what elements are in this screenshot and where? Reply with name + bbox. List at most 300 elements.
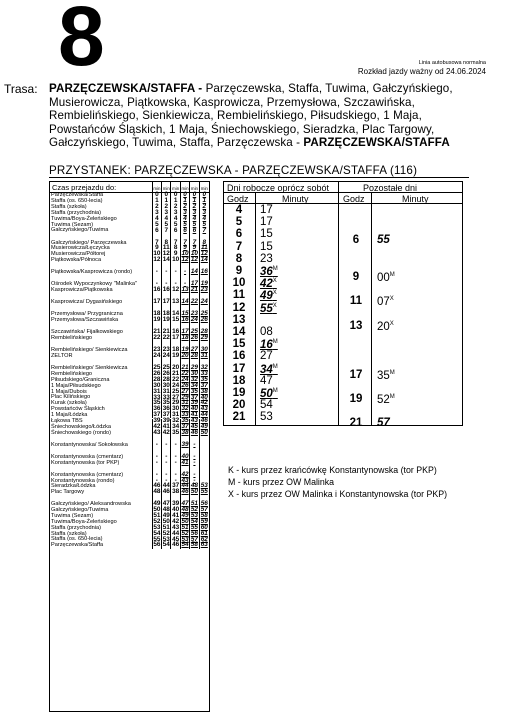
stop-name: Szczawińska/ Fijałkowskiego	[50, 324, 153, 336]
travel-time-cell: 6	[153, 228, 162, 234]
travel-time-cell: 22	[190, 294, 199, 306]
travel-time-cell: 7	[202, 226, 207, 234]
departure-minute	[260, 400, 273, 412]
travel-time-cell: 20	[171, 360, 180, 372]
table-row	[50, 264, 209, 276]
min-label: min	[171, 182, 180, 192]
travel-time-cell: 43	[181, 476, 189, 484]
travel-time-cell: 12	[190, 256, 198, 264]
travel-time-cell: -	[171, 436, 180, 448]
travel-time-cell: 27	[181, 387, 189, 395]
travel-time-cell: 21	[162, 324, 171, 336]
travel-time-cell: 0	[202, 191, 207, 199]
departure-hour: 6	[235, 228, 243, 241]
minutes-label: Minuty	[402, 194, 429, 204]
minutes-label: Minuty	[282, 194, 309, 204]
minute-value: 47	[260, 374, 273, 387]
min-label: min	[181, 182, 190, 192]
travel-time-cell: 52	[190, 506, 198, 514]
minute-value: 53	[260, 411, 273, 424]
departure-hour: 12	[232, 301, 246, 314]
travel-time-cell: 3	[190, 211, 199, 217]
travel-time-cell: 15	[181, 306, 190, 318]
travel-time-cell: 56	[200, 500, 208, 508]
stop-name: Łąkowa TBS	[50, 419, 153, 425]
departure-hour: 19	[349, 393, 363, 405]
travel-time-cell: -	[190, 436, 199, 448]
departure-hour: 10	[232, 277, 246, 290]
travel-time-cell: 18	[181, 334, 189, 342]
departure-minute	[377, 418, 390, 430]
stop-name: Tuwima/Boya-Żeleńskiego	[50, 216, 153, 222]
departure-hour: 15	[232, 338, 246, 351]
travel-time-cell: 54	[190, 517, 198, 525]
travel-time-cell: 9	[181, 246, 190, 252]
stop-name: Kasprowicza/Piątkowska	[50, 288, 153, 294]
travel-time-cell: 26	[190, 334, 198, 342]
divider	[338, 182, 339, 425]
travel-time-cell: 58	[190, 541, 198, 549]
minute-value: 55	[260, 302, 273, 315]
stop-name: Gałczyńskiego/ Aleksandrowska	[50, 496, 153, 508]
line-type: Linia autobusowa normalna	[418, 60, 486, 66]
line-number: 8	[58, 0, 105, 83]
travel-time-cell: 38	[181, 428, 189, 436]
travel-time-cell: 49	[200, 422, 208, 430]
travel-time-table	[49, 181, 210, 712]
travel-time-cell: 14	[190, 264, 199, 276]
minute-value: 20	[377, 320, 390, 333]
legend-item: K - kurs przez krańcówkę Konstantynowska (tor PKP)	[228, 465, 437, 475]
travel-time-cell: 54	[162, 541, 170, 549]
travel-time-cell: 8	[202, 238, 207, 246]
travel-time-cell: 28	[162, 375, 170, 383]
travel-time-cell: 1	[171, 199, 180, 205]
travel-time-cell: 11	[200, 244, 208, 252]
travel-time-cell: 3	[181, 211, 190, 217]
travel-time-cell: -	[153, 276, 162, 288]
departure-minute	[260, 278, 277, 291]
travel-time-cell: 43	[172, 523, 180, 531]
divider	[371, 193, 372, 425]
travel-time-cell: 5	[153, 222, 162, 228]
minute-value: 57	[377, 417, 390, 430]
travel-time-cell: 48	[190, 482, 198, 490]
travel-time-cell: 10	[181, 250, 189, 258]
travel-time-cell: -	[181, 264, 190, 276]
travel-time-cell: 33	[162, 393, 170, 401]
travel-time-cell: 0	[181, 193, 190, 199]
min-label: min	[153, 182, 162, 192]
travel-time-cell: 16	[200, 268, 208, 276]
travel-time-cell: 60	[200, 523, 208, 531]
travel-time-cell: 35	[162, 399, 170, 407]
stop-name: ZELTOR	[50, 354, 153, 360]
travel-time-cell: 25	[153, 360, 162, 372]
travel-time-cell: 3	[162, 211, 171, 217]
travel-time-cell: 0	[190, 193, 199, 199]
travel-time-cell: 55	[200, 488, 208, 496]
travel-time-cell: 30	[190, 370, 198, 378]
travel-time-cell: 4	[202, 214, 207, 222]
travel-time-cell: 50	[162, 517, 170, 525]
travel-time-cell: 3	[202, 208, 207, 216]
divider	[255, 193, 256, 425]
travel-time-cell: 40	[181, 448, 190, 460]
minute-value: 00	[377, 272, 390, 284]
travel-time-cell: 27	[190, 342, 199, 354]
travel-time-cell: 41	[190, 411, 198, 419]
travel-time-cell: 4	[162, 216, 171, 222]
travel-time-cell: 1	[181, 199, 190, 205]
departure-hour: 17	[232, 362, 246, 375]
travel-time-cell: 50	[190, 488, 198, 496]
travel-time-cell: 38	[172, 488, 180, 496]
travel-time-cell: 50	[181, 517, 189, 525]
travel-time-cell: 9	[153, 246, 162, 252]
travel-time-cell: 4	[181, 216, 190, 222]
travel-time-cell: 34	[190, 381, 198, 389]
travel-time-cell: 2	[181, 205, 190, 211]
travel-time-cell: 44	[200, 411, 208, 419]
travel-time-cell: 21	[181, 360, 190, 372]
travel-time-cell: 46	[162, 488, 170, 496]
travel-time-cell: 54	[181, 541, 189, 549]
travel-time-cell: 21	[172, 370, 180, 378]
departure-minute	[260, 376, 273, 388]
stop-name: Staffa (przychodnia)	[50, 211, 153, 217]
departure-minute	[260, 351, 273, 363]
travel-time-cell: 26	[162, 370, 170, 378]
travel-time-cell: 7	[162, 228, 171, 234]
travel-time-cell: 54	[153, 529, 161, 537]
travel-time-cell: 5	[181, 222, 190, 228]
minute-value: 35	[377, 369, 390, 382]
travel-time-cell: 6	[171, 228, 180, 234]
travel-time-cell: 19	[172, 352, 180, 360]
stop-name: Staffa (szkoła)	[50, 205, 153, 211]
departure-hour: 9	[235, 265, 243, 277]
stop-name: Musierowicza/Półtorej	[50, 252, 153, 258]
travel-time-cell: 57	[190, 535, 198, 543]
departure-minute	[377, 235, 390, 247]
travel-time-cell: 58	[200, 512, 208, 520]
travel-time-cell: 0	[171, 193, 180, 199]
travel-time-cell: 45	[190, 422, 198, 430]
travel-time-cell: 33	[200, 370, 208, 378]
travel-time-cell: 53	[162, 535, 170, 543]
travel-time-cell: 16	[162, 286, 170, 294]
travel-time-cell: 51	[153, 512, 161, 520]
stop-name: Parzęczewska/Staffa	[50, 193, 153, 199]
route-end: PARZĘCZEWSKA/STAFFA	[303, 136, 450, 150]
minute-value: 15	[260, 240, 273, 253]
travel-time-cell: 47	[181, 496, 190, 508]
travel-time-cell: 35	[153, 399, 161, 407]
course-marker: M	[389, 272, 395, 278]
travel-time-cell: 1	[202, 197, 207, 205]
stop-name: Staffa (szkoła)	[50, 531, 153, 537]
departure-minute	[260, 217, 273, 229]
travel-time-cell: 2	[190, 205, 199, 211]
stop-name: Gałczyńskiego/ Parzęczewska	[50, 234, 153, 246]
travel-time-cell: 31	[162, 387, 170, 395]
stop-name: Plac Kilińskiego	[50, 395, 153, 401]
minute-value: 49	[260, 290, 273, 303]
travel-time-cell: 42	[153, 422, 161, 430]
travel-time-cell: 52	[181, 529, 189, 537]
travel-time-cell: 43	[153, 428, 161, 436]
travel-time-cell: 43	[190, 416, 198, 424]
travel-time-cell: 9	[190, 246, 199, 252]
travel-time-cell: -	[181, 276, 190, 288]
departure-hour: 8	[235, 252, 243, 265]
travel-time-cell: 56	[153, 541, 161, 549]
stop-name: Rembielińskiego	[50, 372, 153, 378]
course-marker: M	[389, 369, 395, 376]
stop-name: Staffa (os. 650-lecia)	[50, 199, 153, 205]
minute-value: 50	[260, 388, 273, 400]
travel-time-cell: 1	[162, 199, 171, 205]
stop-name: 1 Maja/Dubois	[50, 389, 153, 395]
travel-time-cell: 22	[181, 370, 189, 378]
legend	[228, 464, 447, 500]
travel-time-cell: 24	[181, 375, 189, 383]
min-label: min	[190, 182, 199, 192]
travel-time-cell: 59	[200, 517, 208, 525]
departure-hour: 4	[235, 204, 243, 216]
travel-time-cell: 0	[162, 193, 171, 199]
travel-time-cell: 49	[181, 512, 189, 520]
travel-time-cell: 16	[181, 316, 189, 324]
travel-time-cell: 6	[181, 228, 190, 234]
travel-time-cell: 7	[181, 234, 190, 246]
minute-value: 16	[260, 339, 273, 352]
travel-time-cell: 56	[190, 529, 198, 537]
departure-hour: 17	[349, 368, 363, 381]
travel-time-cell: 14	[171, 306, 180, 318]
stop-name: Konstantynowska (rondo)	[50, 478, 153, 484]
travel-time-cell: 36	[153, 405, 161, 413]
travel-time-cell: 25	[162, 360, 171, 372]
departure-hour: 5	[235, 216, 243, 229]
travel-time-cell: 55	[153, 535, 161, 543]
departure-hour: 20	[232, 399, 246, 412]
stop-name: Musierowicza/Łęczycka	[50, 246, 153, 252]
departure-minute	[260, 266, 278, 279]
course-marker: M	[272, 339, 278, 346]
travel-time-cell: 24	[172, 381, 180, 389]
travel-time-cell: 29	[181, 393, 189, 401]
divider	[49, 177, 469, 178]
travel-time-cell	[200, 448, 209, 460]
travel-time-cell: 35	[200, 375, 208, 383]
travel-time-cell: 24	[190, 316, 198, 324]
travel-time-cell: 10	[172, 256, 180, 264]
departure-hour: 11	[349, 295, 363, 308]
departure-minute	[260, 205, 273, 217]
minute-value: 42	[260, 278, 273, 291]
travel-time-cell: 19	[153, 316, 161, 324]
travel-time-cell: 13	[181, 286, 189, 294]
legend-item: M - kurs przez OW Malinka	[228, 477, 335, 487]
travel-time-cell: 29	[190, 360, 199, 372]
travel-time-cell: 25	[172, 387, 180, 395]
travel-time-cell: 26	[181, 381, 189, 389]
table-row	[50, 294, 209, 306]
course-marker: M	[272, 266, 278, 272]
route-stops: Parzęczewska, Staffa, Tuwima, Gałczyńskiego, Musierowicza, Piątkowska, Kasprowicza, Przemysłowa, Szczawińska, Rembielińskiego, Sienkiewicza, Rembielińskiego, Piłsudskiego, 1 Maja, Powstańców Śląskich, 1 Maja, Śniechowskiego, Sieradzka, Plac Targowy, Gałczyńskiego, Tuwima, Staffa, Parzęczewska -	[49, 82, 453, 150]
travel-time-cell: 30	[200, 346, 208, 354]
travel-time-cell: 11	[162, 244, 170, 252]
travel-time-cell: 28	[190, 352, 198, 360]
travel-time-cell: 37	[190, 393, 198, 401]
travel-time-cell: 8	[171, 246, 180, 252]
departure-minute	[260, 229, 273, 241]
travel-time-cell: -	[162, 466, 171, 478]
travel-time-cell: 12	[172, 286, 180, 294]
travel-time-cell: 49	[153, 496, 162, 508]
travel-time-cell: 51	[190, 496, 199, 508]
departure-minute	[377, 296, 394, 309]
travel-time-cell: -	[190, 460, 199, 466]
travel-time-cell: 22	[172, 375, 180, 383]
travel-time-cell: 22	[162, 334, 170, 342]
travel-time-cell: 12	[181, 256, 189, 264]
travel-time-cell: 24	[162, 352, 170, 360]
table-row	[50, 436, 209, 448]
other-days-title: Pozostałe dni	[363, 183, 418, 193]
travel-time-cell: -	[153, 466, 162, 478]
departure-hour: 9	[352, 271, 360, 283]
travel-time-cell: 30	[162, 381, 170, 389]
travel-time-cell: 17	[153, 294, 162, 306]
departure-minute	[377, 394, 395, 407]
travel-time-cell: 2	[153, 205, 162, 211]
travel-time-cell: 31	[153, 387, 161, 395]
minute-value: 17	[260, 204, 273, 216]
travel-time-cell: 14	[200, 256, 208, 264]
stop-name: Przemysłowa/ Przygraniczna	[50, 306, 153, 318]
stop-name: 1 Maja/Łódzka	[50, 413, 153, 419]
minute-value: 52	[377, 394, 390, 406]
travel-time-cell: 2	[162, 205, 171, 211]
travel-time-cell: 28	[200, 328, 208, 336]
travel-time-cell: 18	[171, 342, 180, 354]
weekday-title: Dni robocze oprócz sobót	[227, 183, 330, 193]
stop-name: Powstańców Śląskich	[50, 407, 153, 413]
travel-time-cell: 14	[181, 294, 190, 306]
stop-name: Kurak (szkoła)	[50, 401, 153, 407]
travel-time-cell: 15	[172, 316, 180, 324]
travel-time-cell: 0	[153, 193, 162, 199]
travel-time-cell: 41	[162, 422, 170, 430]
travel-time-cell: 30	[153, 381, 161, 389]
travel-time-cell: 19	[200, 280, 208, 288]
travel-time-cell: 29	[200, 334, 208, 342]
travel-time-cell: 23	[153, 342, 162, 354]
course-marker: X	[272, 302, 277, 309]
departure-hour: 21	[349, 417, 363, 430]
travel-time-cell: 23	[190, 306, 199, 318]
travel-time-cell: 5	[190, 222, 199, 228]
travel-time-cell: 44	[181, 482, 189, 490]
travel-time-cell: 41	[181, 458, 189, 466]
travel-time-cell: -	[162, 478, 171, 484]
travel-time-cell: 14	[162, 256, 170, 264]
departure-minute	[260, 327, 273, 339]
travel-time-cell: 2	[171, 205, 180, 211]
travel-time-cell: 7	[153, 234, 162, 246]
stop-name: Konstantynowska (cmentarz)	[50, 466, 153, 478]
travel-time-cell: 5	[162, 222, 171, 228]
travel-time-cell: 42	[172, 517, 180, 525]
travel-time-cell: 45	[172, 535, 180, 543]
stop-name: Rembielińskiego	[50, 336, 153, 342]
travel-time-cell: 44	[162, 482, 170, 490]
departures-grid	[223, 181, 463, 430]
travel-time-cell: -	[162, 276, 171, 288]
hour-label: Godz	[343, 194, 365, 204]
travel-time-cell: 24	[153, 352, 161, 360]
travel-time-cell: 46	[181, 488, 189, 496]
table-row	[50, 543, 209, 549]
stop-name: Parzęczewska/Staffa	[50, 543, 153, 549]
course-marker: M	[272, 363, 278, 370]
stop-name: Konstantynowska/ Sokołowska	[50, 436, 153, 448]
travel-time-cell: 17	[172, 334, 180, 342]
travel-time-cell: -	[171, 276, 180, 288]
travel-time-cell: 42	[162, 428, 170, 436]
minute-value: 07	[377, 296, 390, 309]
travel-time-cell: 42	[200, 399, 208, 407]
travel-time-cell: 13	[171, 294, 180, 306]
travel-time-cell: 8	[162, 234, 171, 246]
travel-time-cell: 36	[162, 405, 170, 413]
travel-time-cell: -	[153, 264, 162, 276]
travel-time-cell: 47	[162, 496, 171, 508]
travel-time-cell: 48	[153, 488, 161, 496]
stop-name: Piłsudskiego/Graniczna	[50, 378, 153, 384]
travel-time-cell: 44	[172, 529, 180, 537]
travel-time-cell: -	[171, 460, 180, 466]
travel-time-cell: 27	[172, 393, 180, 401]
travel-time-cell: -	[190, 466, 199, 478]
travel-time-cell: 29	[172, 399, 180, 407]
travel-time-cell: 52	[153, 517, 161, 525]
stop-name: Plac Targowy	[50, 490, 153, 496]
travel-time-cell: -	[153, 478, 162, 484]
travel-time-cell: 23	[162, 342, 171, 354]
travel-time-cell: 51	[181, 523, 189, 531]
stop-name: Tuwima/Boya-Żeleńskiego	[50, 520, 153, 526]
stop-name: Śniechowskiego/Łódzka	[50, 424, 153, 430]
minute-value: 34	[260, 363, 273, 376]
minute-value: 36	[260, 266, 273, 278]
travel-time-cell: 55	[190, 523, 198, 531]
departure-hour: 13	[232, 313, 246, 326]
travel-time-cell	[200, 466, 209, 478]
travel-time-cell: 46	[200, 416, 208, 424]
stop-name: Tuwima (Sezam)	[50, 514, 153, 520]
departure-hour: 14	[232, 326, 246, 338]
travel-time-cell: -	[171, 448, 180, 460]
travel-time-cell: 50	[200, 428, 208, 436]
travel-time-cell: 53	[153, 523, 161, 531]
travel-time-cell: 35	[181, 416, 189, 424]
travel-time-cell: 46	[153, 482, 161, 490]
travel-time-cell: 16	[153, 286, 161, 294]
